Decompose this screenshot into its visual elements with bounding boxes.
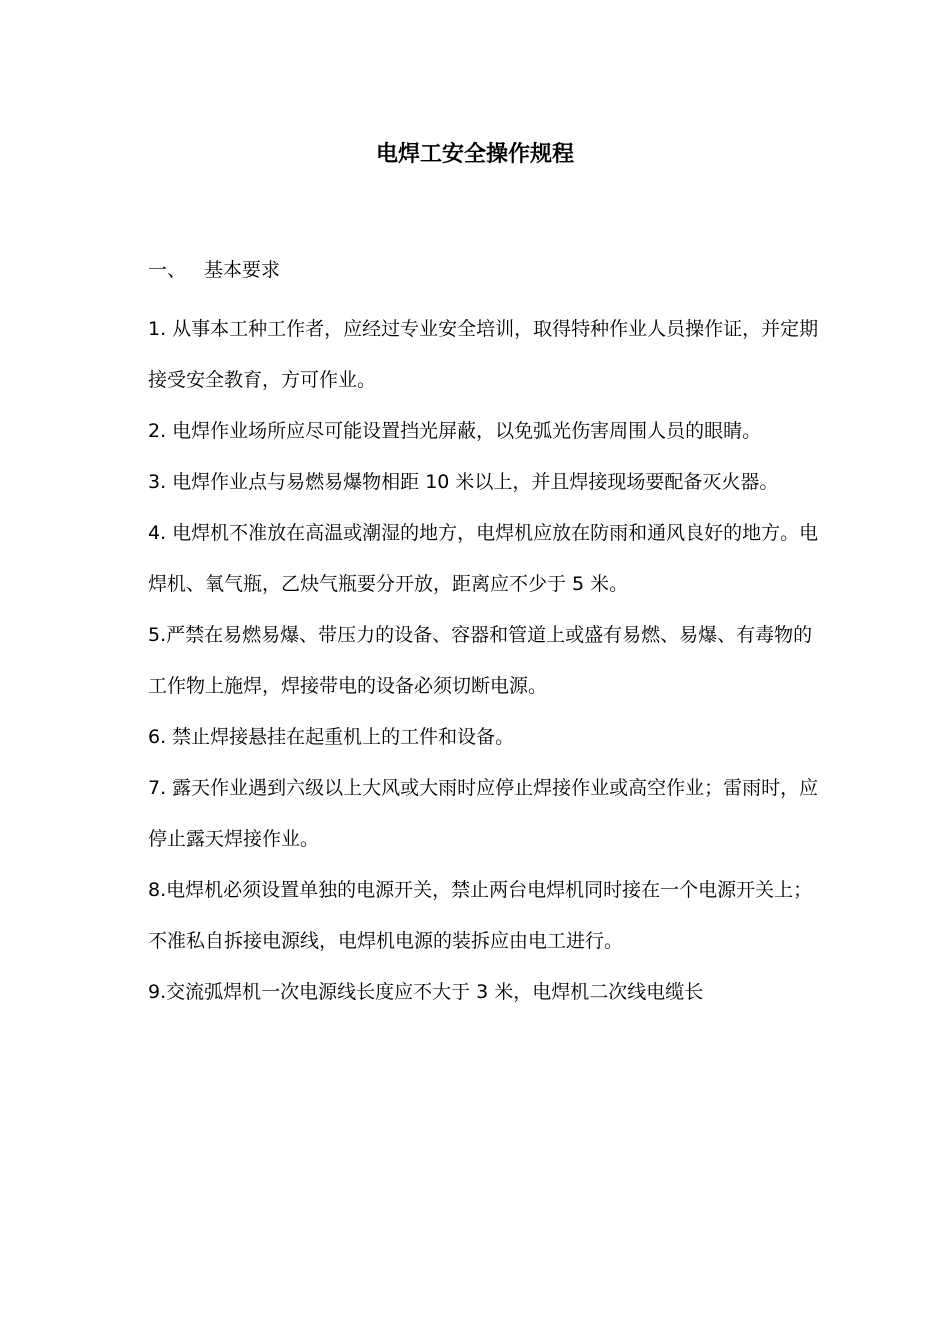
list-item: 3. 电焊作业点与易燃易爆物相距 10 米以上，并且焊接现场要配备灭火器。	[148, 471, 779, 493]
list-item: 7. 露天作业遇到六级以上大风或大雨时应停止焊接作业或高空作业；雷雨时，应停止露天焊接作业。	[148, 777, 819, 850]
document-title: 电焊工安全操作规程	[375, 142, 574, 167]
list-item: 2. 电焊作业场所应尽可能设置挡光屏蔽，以免弧光伤害周围人员的眼睛。	[148, 420, 762, 442]
list-item: 8.电焊机必须设置单独的电源开关，禁止两台电焊机同时接在一个电源开关上；不准私自拆接电源线，电焊机电源的装拆应由电工进行。	[148, 879, 813, 952]
list-item: 6. 禁止焊接悬挂在起重机上的工件和设备。	[148, 726, 515, 748]
section-title: 基本要求	[204, 259, 281, 281]
list-item: 1. 从事本工种工作者，应经过专业安全培训，取得特种作业人员操作证，并定期接受安全教育，方可作业。	[148, 318, 819, 391]
section-heading	[148, 252, 828, 288]
document-body	[148, 252, 828, 1018]
section-number: 一、	[148, 259, 187, 281]
list-item: 4. 电焊机不准放在高温或潮湿的地方，电焊机应放在防雨和通风良好的地方。电焊机、氧气瓶，乙炔气瓶要分开放，距离应不少于 5 米。	[148, 522, 819, 595]
list-item: 9.交流弧焊机一次电源线长度应不大于 3 米，电焊机二次线电缆长	[148, 981, 704, 1003]
list-item: 5.严禁在易燃易爆、带压力的设备、容器和管道上或盛有易燃、易爆、有毒物的工作物上施焊，焊接带电的设备必须切断电源。	[148, 624, 813, 697]
